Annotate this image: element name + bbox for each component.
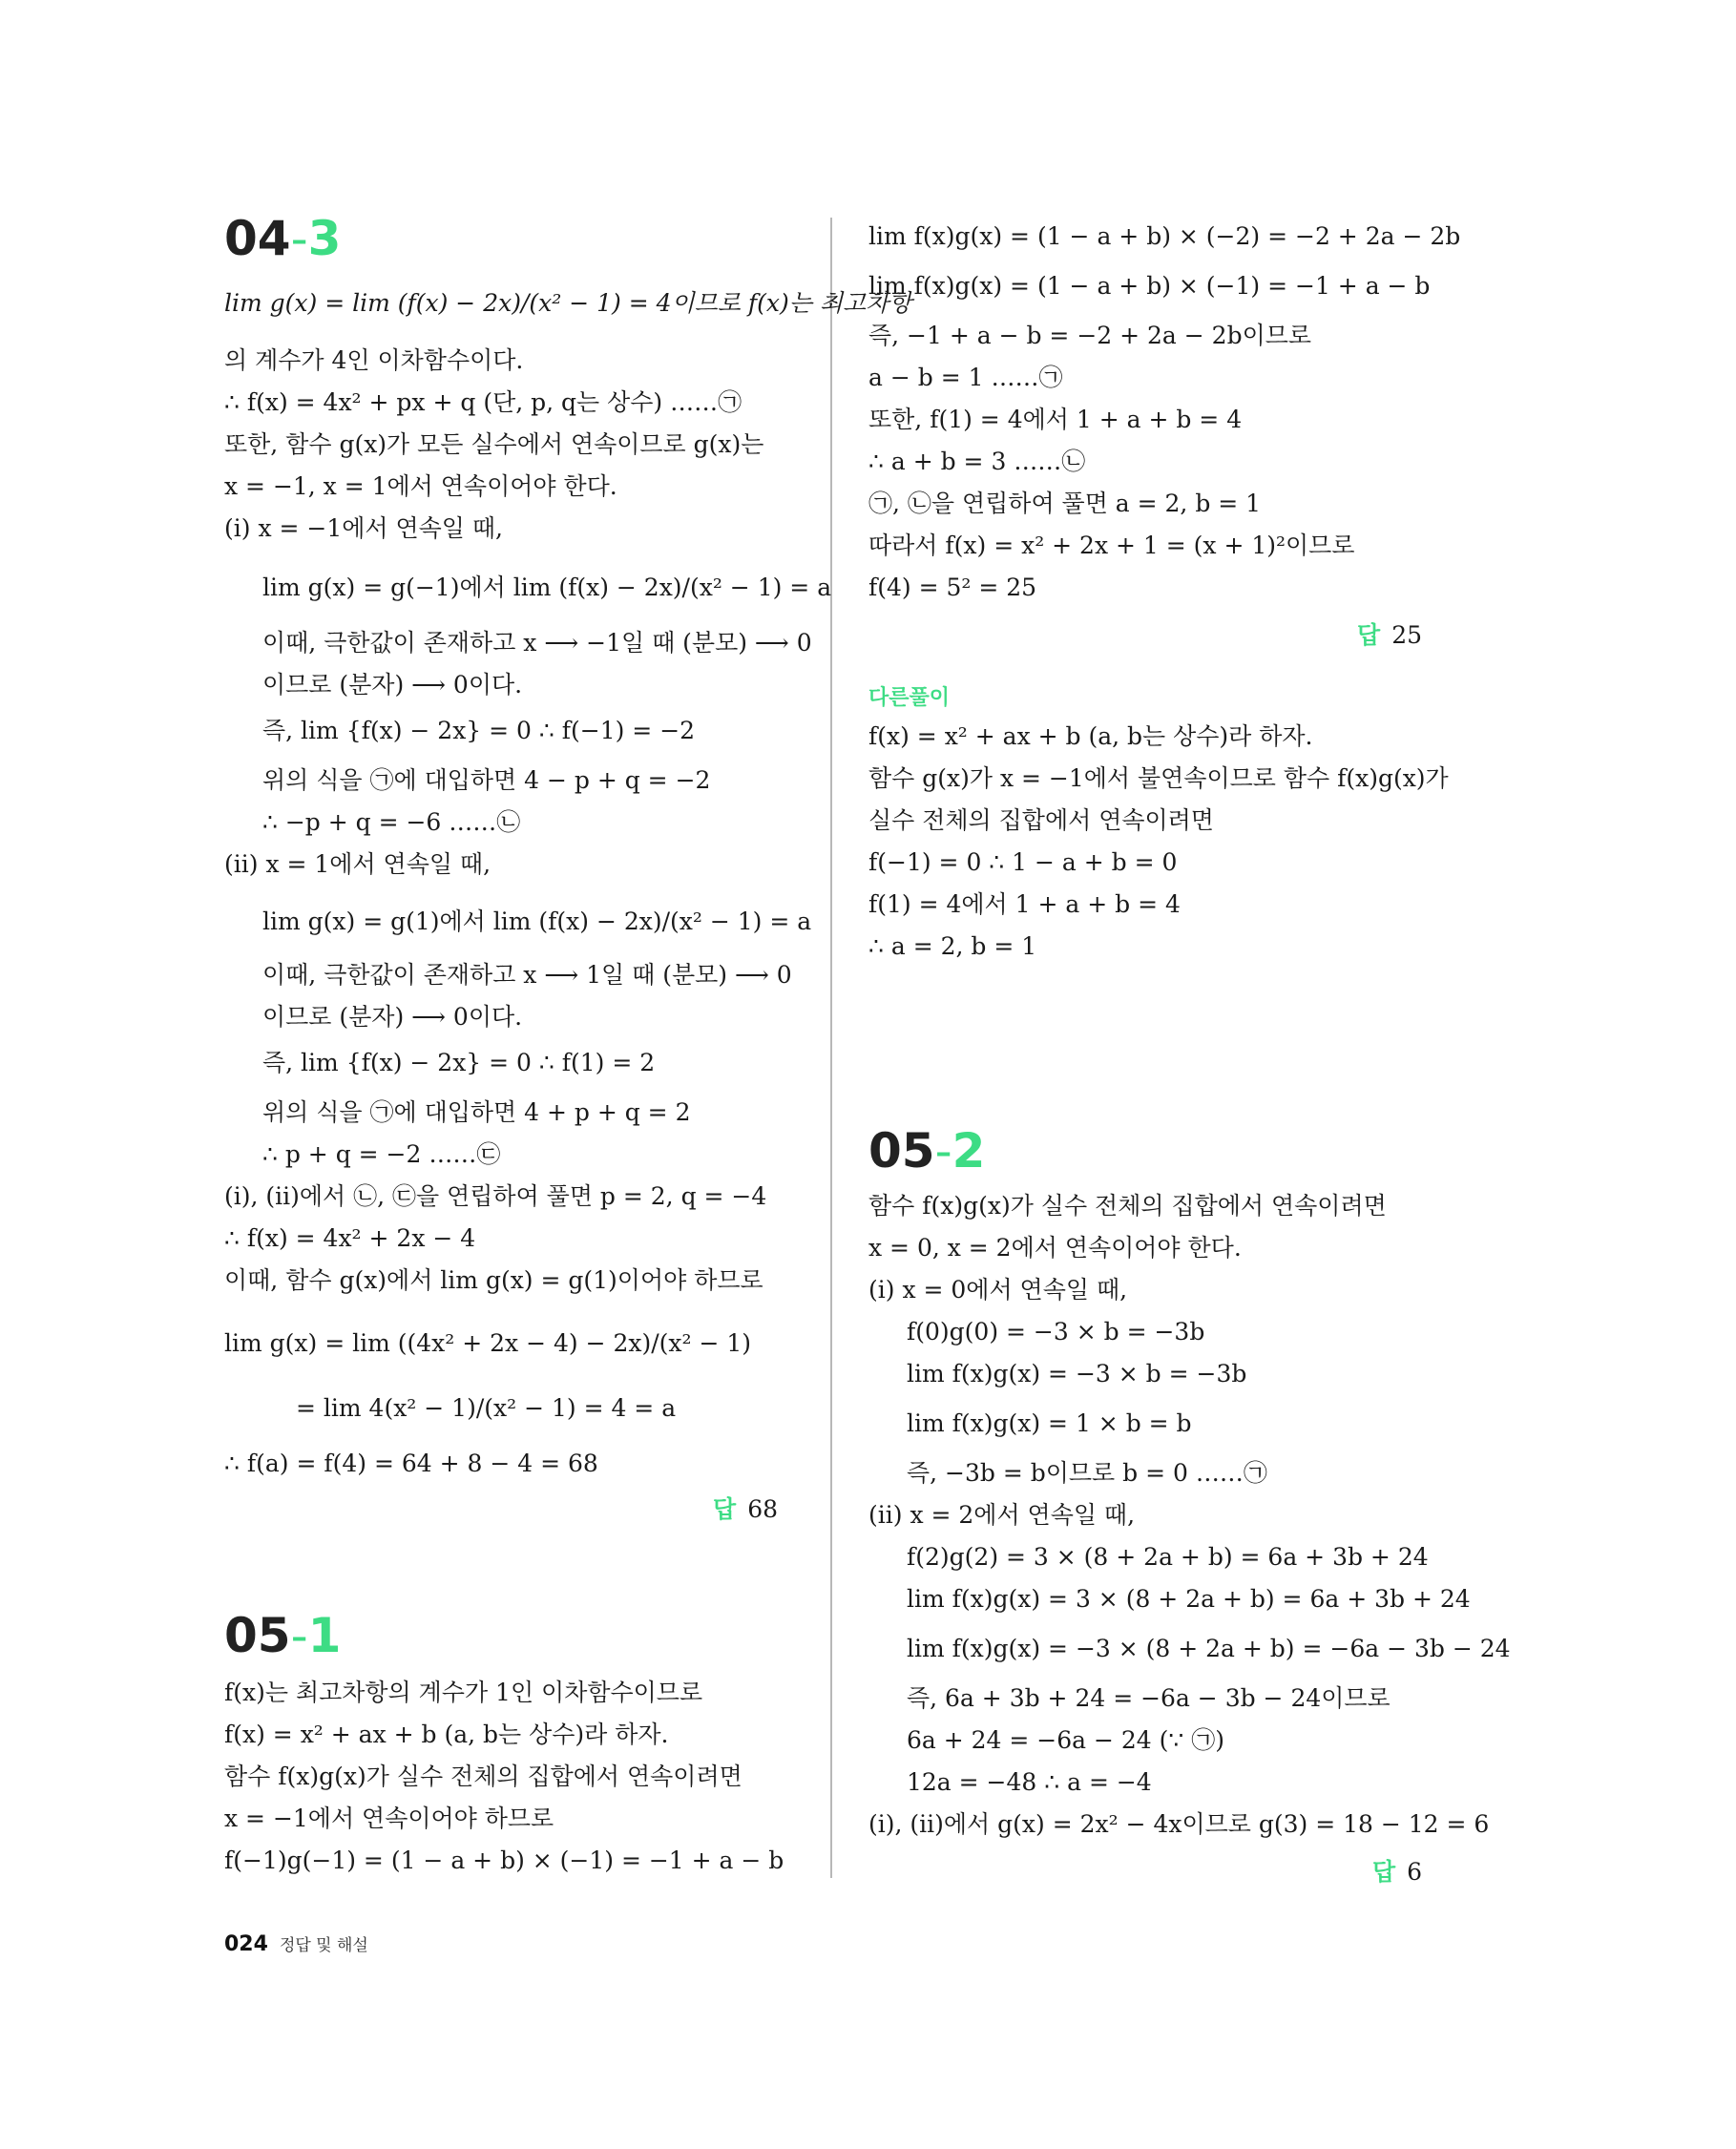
solution-line: ∴ f(a) = f(4) = 64 + 8 − 4 = 68: [224, 1450, 598, 1477]
solution-line: 또한, 함수 g(x)가 모든 실수에서 연속이므로 g(x)는: [224, 430, 764, 458]
solution-line: 즉, lim {f(x) − 2x} = 0 ∴ f(1) = 2: [262, 1049, 656, 1076]
solution-line: f(x)는 최고차항의 계수가 1인 이차함수이므로: [224, 1679, 703, 1706]
solution-line: lim f(x)g(x) = −3 × b = −3b: [907, 1360, 1247, 1387]
case-label: (ⅱ) x = 2에서 연속일 때,: [868, 1501, 1136, 1529]
solution-line: a − b = 1 ……㉠: [868, 364, 1063, 391]
solution-line: lim f(x)g(x) = 3 × (8 + 2a + b) = 6a + 3b + 24: [907, 1585, 1471, 1613]
solution-line: ∴ f(x) = 4x² + px + q (단, p, q는 상수) ……㉠: [224, 388, 743, 416]
answer: 답 6: [1371, 1858, 1422, 1886]
solution-line: 즉, −3b = b이므로 b = 0 ……㉠: [907, 1459, 1267, 1487]
solution-line: 또한, f(1) = 4에서 1 + a + b = 4: [868, 406, 1243, 433]
solution-line: 이므로 (분자) ⟶ 0이다.: [262, 671, 523, 699]
solution-line: 6a + 24 = −6a − 24 (∵ ㉠): [907, 1726, 1225, 1754]
solution-line: x = −1, x = 1에서 연속이어야 한다.: [224, 472, 617, 500]
solution-line: lim g(x) = g(1)에서 lim (f(x) − 2x)/(x² − 1) = a: [262, 908, 812, 935]
solution-line: f(−1)g(−1) = (1 − a + b) × (−1) = −1 + a − b: [224, 1846, 784, 1874]
solution-line: 의 계수가 4인 이차함수이다.: [224, 346, 524, 374]
solution-line: ∴ a = 2, b = 1: [868, 932, 1037, 960]
solution-line: 위의 식을 ㉠에 대입하면 4 − p + q = −2: [262, 766, 711, 794]
solution-line: f(0)g(0) = −3 × b = −3b: [907, 1318, 1205, 1346]
solution-line: lim f(x)g(x) = (1 − a + b) × (−2) = −2 + 2a − 2b: [868, 222, 1461, 250]
solution-line: ∴ a + b = 3 ……㉡: [868, 448, 1086, 475]
alternative-solution-heading: 다른풀이: [868, 686, 951, 710]
solution-line: ㉠, ㉡을 연립하여 풀면 a = 2, b = 1: [868, 490, 1262, 517]
solution-line: f(−1) = 0 ∴ 1 − a + b = 0: [868, 848, 1178, 876]
solution-line: lim g(x) = lim ((4x² + 2x − 4) − 2x)/(x² − 1): [224, 1329, 752, 1357]
problem-heading-04-3: 04-3: [224, 211, 342, 266]
answer: 답 68: [713, 1495, 778, 1523]
solution-line: f(1) = 4에서 1 + a + b = 4: [868, 890, 1181, 918]
column-divider: [830, 218, 832, 1878]
solution-line: f(x) = x² + ax + b (a, b는 상수)라 하자.: [868, 722, 1313, 750]
page-number: 024: [224, 1932, 268, 1956]
solution-line: f(x) = x² + ax + b (a, b는 상수)라 하자.: [224, 1721, 669, 1748]
solution-line: x = −1에서 연속이어야 하므로: [224, 1805, 554, 1832]
page-footer: [224, 1931, 368, 1956]
solution-line: (ⅰ), (ⅱ)에서 ㉡, ㉢을 연립하여 풀면 p = 2, q = −4: [224, 1182, 767, 1210]
solution-line: ∴ f(x) = 4x² + 2x − 4: [224, 1224, 476, 1252]
solution-line: 이때, 극한값이 존재하고 x ⟶ −1일 때 (분모) ⟶ 0: [262, 629, 812, 657]
solution-line: 즉, −1 + a − b = −2 + 2a − 2b이므로: [868, 322, 1312, 349]
solution-line: f(2)g(2) = 3 × (8 + 2a + b) = 6a + 3b + 24: [907, 1543, 1429, 1571]
case-label: (ⅰ) x = −1에서 연속일 때,: [224, 514, 503, 542]
solution-line: lim f(x)g(x) = (1 − a + b) × (−1) = −1 + a − b: [868, 272, 1431, 300]
solution-line: 즉, 6a + 3b + 24 = −6a − 3b − 24이므로: [907, 1684, 1391, 1712]
case-label: (ⅱ) x = 1에서 연속일 때,: [224, 850, 492, 878]
footer-title: 정답 및 해설: [279, 1936, 368, 1955]
solution-line: 함수 g(x)가 x = −1에서 불연속이므로 함수 f(x)g(x)가: [868, 764, 1449, 792]
solution-line: f(4) = 5² = 25: [868, 574, 1037, 601]
solution-line: lim g(x) = lim (f(x) − 2x)/(x² − 1) = 4이므로 f(x)는 최고차항: [224, 289, 912, 317]
problem-heading-05-1: 05-1: [224, 1608, 342, 1663]
solution-line: lim f(x)g(x) = −3 × (8 + 2a + b) = −6a − 3b − 24: [907, 1635, 1511, 1662]
solution-line: 함수 f(x)g(x)가 실수 전체의 집합에서 연속이려면: [868, 1192, 1387, 1220]
solution-line: x = 0, x = 2에서 연속이어야 한다.: [868, 1234, 1242, 1262]
solution-line: 12a = −48 ∴ a = −4: [907, 1768, 1152, 1796]
solution-line: 함수 f(x)g(x)가 실수 전체의 집합에서 연속이려면: [224, 1763, 743, 1790]
problem-heading-05-2: 05-2: [868, 1123, 986, 1179]
solution-line: 위의 식을 ㉠에 대입하면 4 + p + q = 2: [262, 1098, 691, 1126]
solution-line: lim g(x) = g(−1)에서 lim (f(x) − 2x)/(x² − 1) = a: [262, 574, 832, 601]
solution-line: 이때, 함수 g(x)에서 lim g(x) = g(1)이어야 하므로: [224, 1266, 763, 1294]
case-label: (ⅰ) x = 0에서 연속일 때,: [868, 1276, 1128, 1304]
solution-line: ∴ p + q = −2 ……㉢: [262, 1140, 501, 1168]
solution-line: ∴ −p + q = −6 ……㉡: [262, 808, 521, 836]
solution-line: 이므로 (분자) ⟶ 0이다.: [262, 1003, 523, 1031]
solution-line: 따라서 f(x) = x² + 2x + 1 = (x + 1)²이므로: [868, 532, 1355, 559]
solution-line: 즉, lim {f(x) − 2x} = 0 ∴ f(−1) = −2: [262, 717, 696, 744]
solution-line: 실수 전체의 집합에서 연속이려면: [868, 806, 1214, 834]
solution-line: 이때, 극한값이 존재하고 x ⟶ 1일 때 (분모) ⟶ 0: [262, 961, 792, 989]
solution-line: = lim 4(x² − 1)/(x² − 1) = 4 = a: [296, 1394, 677, 1422]
solution-line: (ⅰ), (ⅱ)에서 g(x) = 2x² − 4x이므로 g(3) = 18 − 12 = 6: [868, 1810, 1490, 1838]
answer: 답 25: [1357, 621, 1422, 649]
solution-line: lim f(x)g(x) = 1 × b = b: [907, 1409, 1192, 1437]
